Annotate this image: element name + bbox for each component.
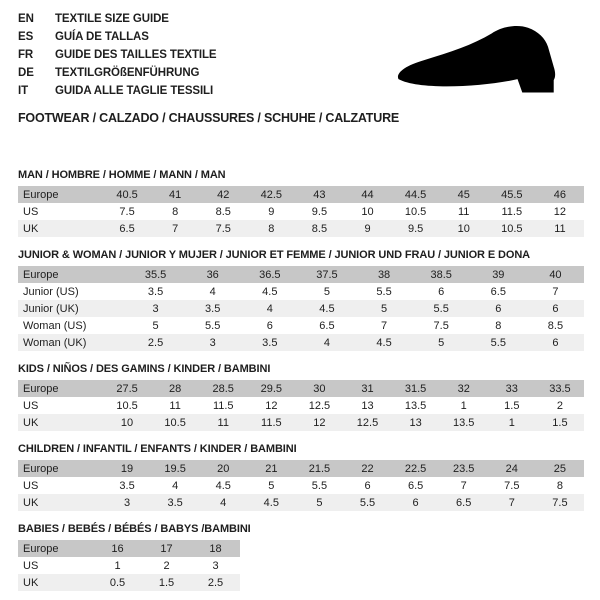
size-value: 6.5 [407,479,424,492]
size-value: 10 [457,222,470,235]
size-value: 7 [552,285,559,298]
size-value: 4 [323,336,330,349]
size-value: 37.5 [316,268,338,281]
size-value: 11.5 [212,399,234,412]
language-label: TEXTILE SIZE GUIDE [55,13,169,25]
size-value: 17 [160,542,173,555]
size-value: 7 [172,222,179,235]
table-row [18,477,584,494]
size-value: 6.5 [456,496,472,509]
size-value: 1.5 [504,399,520,412]
row-label: US [23,479,39,492]
size-value: 6 [552,302,559,315]
category-heading: FOOTWEAR / CALZADO / CHAUSSURES / SCHUHE / CALZATURE [18,111,400,125]
size-value: 5.5 [311,479,328,492]
size-value: 22 [361,462,374,475]
table-row [18,460,584,477]
size-value: 7 [508,496,515,509]
dress-shoe-icon [392,22,584,102]
table-title: KIDS / NIÑOS / DES GAMINS / KINDER / BAMBINI [18,363,271,375]
size-value: 1 [114,559,121,572]
size-value: 5.5 [359,496,376,509]
size-value: 40 [549,268,562,281]
size-table [18,266,584,351]
size-value: 4.5 [262,285,278,298]
size-value: 5 [268,479,275,492]
row-label: UK [23,416,39,429]
size-value: 4.5 [215,479,231,492]
size-value: 13 [409,416,422,429]
table-row [18,266,584,283]
size-value: 3.5 [119,479,135,492]
table-title: CHILDREN / INFANTIL / ENFANTS / KINDER / BAMBINI [18,443,297,455]
language-code: ES [18,31,34,43]
size-value: 1 [508,416,515,429]
row-label: Woman (US) [23,319,87,332]
size-value: 5 [381,302,388,315]
size-value: 6 [438,285,445,298]
size-value: 42.5 [260,188,283,201]
language-code: DE [18,67,34,79]
size-value: 3.5 [147,285,164,298]
table-title: MAN / HOMBRE / HOMME / MANN / MAN [18,169,226,181]
size-value: 7.5 [552,496,568,509]
row-label: US [23,399,39,412]
table-row [18,334,584,351]
size-value: 12.5 [356,416,379,429]
size-value: 44 [361,188,374,201]
size-value: 42 [217,188,230,201]
size-value: 29.5 [260,382,283,395]
size-value: 10.5 [116,399,138,412]
table-title: BABIES / BEBÉS / BÉBÉS / BABYS /BAMBINI [18,523,251,535]
size-value: 10.5 [404,205,427,218]
size-value: 5.5 [490,336,506,349]
size-value: 8.5 [311,222,328,235]
size-value: 6 [364,479,371,492]
size-value: 45.5 [501,188,523,201]
size-value: 4 [220,496,227,509]
size-value: 36 [206,268,219,281]
size-value: 46 [553,188,567,201]
size-value: 31.5 [404,382,427,395]
size-value: 0.5 [109,576,126,589]
size-value: 4.5 [376,336,392,349]
language-code: FR [18,49,34,61]
size-value: 8 [172,205,179,218]
table-row [18,300,584,317]
size-value: 21 [265,462,278,475]
size-value: 6 [552,336,559,349]
row-label: Junior (US) [23,285,79,298]
size-value: 11 [217,416,229,429]
size-value: 19.5 [164,462,186,475]
row-label: Europe [23,542,59,555]
size-value: 1 [460,399,467,412]
table-row [18,494,584,511]
size-value: 2.5 [207,576,224,589]
size-value: 36.5 [259,268,281,281]
size-value: 11.5 [501,205,523,218]
size-value: 3.5 [262,336,278,349]
size-value: 9.5 [407,222,424,235]
language-code: EN [18,13,34,25]
size-table [18,186,584,237]
size-value: 5 [316,496,323,509]
size-value: 12 [265,399,278,412]
size-value: 40.5 [116,188,138,201]
size-value: 5 [323,285,330,298]
table-row [18,186,584,203]
table-row [18,203,584,220]
size-value: 5 [438,336,445,349]
size-value: 13.5 [452,416,475,429]
size-table-section [18,169,582,237]
size-value: 5.5 [205,319,221,332]
size-value: 5.5 [433,302,449,315]
row-label: Europe [23,382,59,395]
size-value: 8.5 [547,319,564,332]
table-row [18,397,584,414]
table-row [18,540,240,557]
row-label: Europe [23,188,59,201]
table-row [18,220,584,237]
size-value: 38.5 [430,268,452,281]
size-value: 7.5 [215,222,231,235]
size-value: 4 [266,302,273,315]
table-row [18,414,584,431]
size-value: 3 [152,302,159,315]
size-value: 21.5 [308,462,331,475]
size-value: 44.5 [404,188,427,201]
size-value: 2 [163,559,170,572]
language-label: GUIDE DES TAILLES TEXTILE [55,49,217,61]
size-value: 41 [169,188,182,201]
size-value: 10.5 [501,222,523,235]
size-value: 28.5 [212,382,234,395]
size-value: 9 [364,222,371,235]
row-label: Junior (UK) [23,302,79,315]
size-value: 4.5 [319,302,335,315]
size-value: 8 [556,479,563,492]
size-value: 16 [111,542,124,555]
size-value: 23.5 [452,462,475,475]
size-value: 31 [361,382,374,395]
size-tables [18,169,582,591]
size-value: 6 [266,319,273,332]
size-value: 33.5 [549,382,571,395]
row-label: Woman (UK) [23,336,87,349]
size-value: 20 [217,462,230,475]
size-value: 7.5 [433,319,449,332]
size-value: 22.5 [404,462,427,475]
size-value: 3.5 [205,302,221,315]
size-value: 6 [412,496,419,509]
row-label: US [23,205,39,218]
size-value: 12.5 [308,399,331,412]
size-value: 8 [268,222,275,235]
size-value: 3 [123,496,131,509]
size-value: 4 [172,479,179,492]
size-table [18,380,584,431]
size-value: 9.5 [311,205,328,218]
size-value: 12 [553,205,567,218]
size-value: 25 [553,462,567,475]
size-value: 5 [152,319,159,332]
size-value: 8.5 [215,205,231,218]
size-value: 39 [492,268,505,281]
language-label: GUÍA DE TALLAS [55,31,149,43]
size-value: 4 [209,285,216,298]
table-row [18,317,584,334]
size-value: 19 [120,462,134,475]
language-label: GUIDA ALLE TAGLIE TESSILI [55,85,214,97]
size-table-section [18,523,582,591]
size-value: 18 [209,542,222,555]
size-value: 9 [268,205,275,218]
size-value: 27.5 [116,382,138,395]
language-code: IT [18,85,29,97]
size-value: 6 [495,302,502,315]
size-table [18,460,584,511]
size-value: 6.5 [490,285,506,298]
size-table-section [18,363,582,431]
table-row [18,557,240,574]
size-value: 13.5 [404,399,427,412]
size-value: 7 [460,479,467,492]
size-value: 10 [361,205,374,218]
size-value: 11 [554,222,566,235]
size-value: 35.5 [144,268,167,281]
table-row [18,380,584,397]
size-value: 3 [209,336,216,349]
row-label: US [23,559,39,572]
size-value: 11 [457,205,470,218]
size-value: 1.5 [552,416,568,429]
row-label: UK [23,576,39,589]
size-value: 10 [120,416,134,429]
size-table [18,540,240,591]
size-value: 43 [313,188,326,201]
table-title: JUNIOR & WOMAN / JUNIOR Y MUJER / JUNIOR ET FEMME / JUNIOR UND FRAU / JUNIOR E DONA [18,249,531,261]
size-value: 38 [377,268,391,281]
size-value: 4.5 [263,496,279,509]
size-value: 11 [169,399,181,412]
size-table-section [18,443,582,511]
size-value: 2.5 [147,336,164,349]
size-table-section [18,249,582,351]
size-value: 5.5 [376,285,392,298]
table-row [18,574,240,591]
size-value: 7.5 [119,205,135,218]
size-value: 3 [212,559,219,572]
size-value: 1.5 [158,576,175,589]
row-label: UK [23,496,39,509]
row-label: Europe [23,268,59,281]
size-value: 3.5 [167,496,183,509]
size-value: 12 [313,416,326,429]
size-value: 7.5 [504,479,520,492]
size-value: 11.5 [261,416,282,429]
row-label: Europe [23,462,59,475]
size-value: 10.5 [164,416,186,429]
size-value: 8 [495,319,502,332]
size-value: 6.5 [319,319,335,332]
size-value: 45 [457,188,470,201]
row-label: UK [23,222,39,235]
language-label: TEXTILGRÖßENFÜHRUNG [55,67,200,79]
size-value: 33 [505,382,518,395]
size-value: 7 [381,319,388,332]
size-value: 28 [169,382,182,395]
table-row [18,283,584,300]
size-value: 6.5 [119,222,135,235]
size-value: 13 [361,399,374,412]
size-value: 2 [556,399,563,412]
size-value: 32 [457,382,470,395]
size-value: 30 [313,382,326,395]
size-value: 24 [505,462,518,475]
